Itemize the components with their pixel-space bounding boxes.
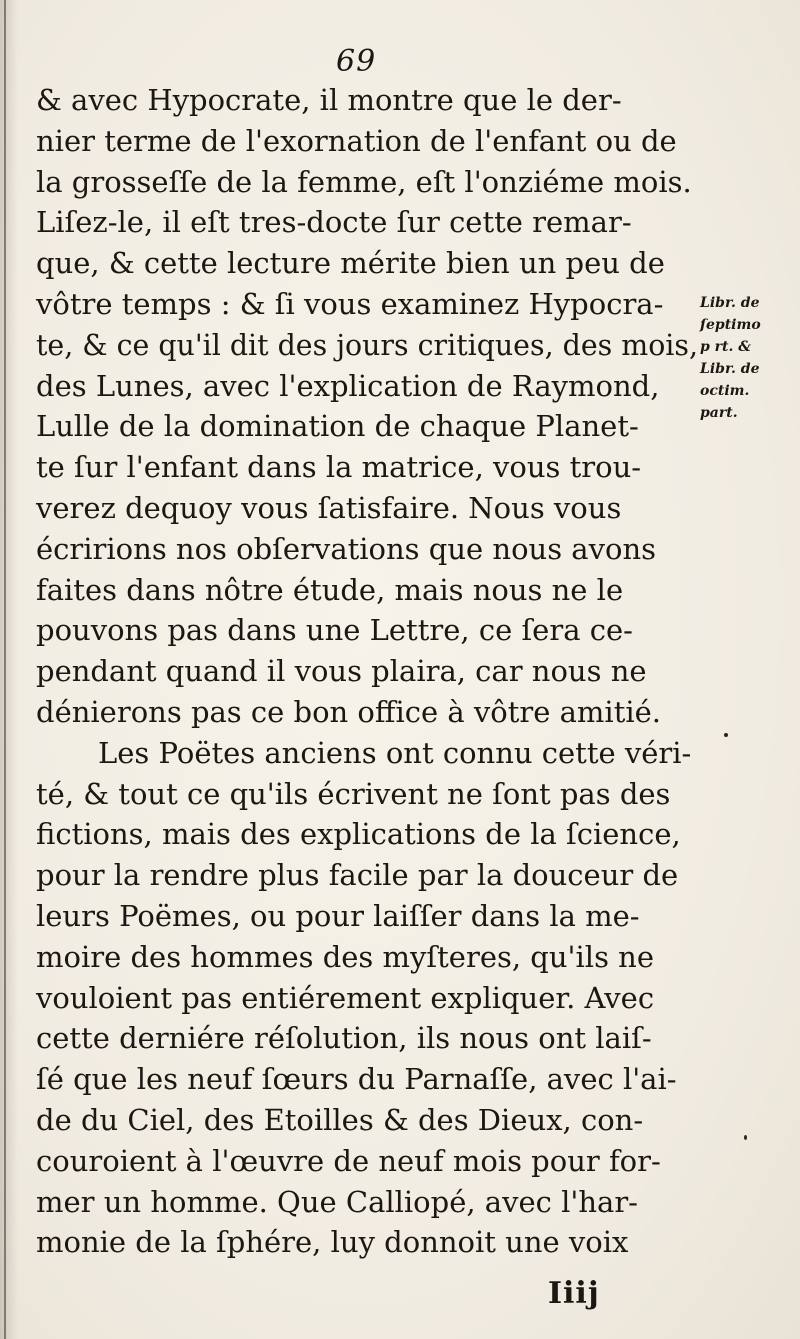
- body-text: [36, 80, 698, 1263]
- text-line: faites dans nôtre étude, mais nous ne le: [36, 572, 624, 607]
- text-line: & avec Hypocrate, il montre que le der-: [36, 83, 622, 117]
- page-edge: [4, 0, 6, 1339]
- gutter-shadow: [0, 0, 18, 1339]
- text-line: cette derniére réſolution, ils nous ont laiſ-: [36, 1021, 652, 1056]
- text-line: leurs Poëmes, ou pour laiſſer dans la me-: [36, 898, 640, 933]
- ink-speck: [744, 1135, 747, 1140]
- text-line: de du Ciel, des Etoilles & des Dieux, con-: [36, 1102, 644, 1137]
- text-line: nier terme de l'exornation de l'enfant ou de: [36, 123, 677, 158]
- ink-speck: [724, 733, 728, 737]
- text-line: des Lunes, avec l'explication de Raymond,: [36, 368, 660, 403]
- text-line: verez dequoy vous ſatisfaire. Nous vous: [36, 490, 622, 525]
- signature-mark: Iiij: [548, 1276, 600, 1311]
- text-line: monie de la ſphére, luy donnoit une voix: [36, 1225, 629, 1260]
- text-line: pouvons pas dans une Lettre, ce ſera ce-: [36, 613, 633, 648]
- text-line: pour la rendre plus facile par la douceur de: [36, 858, 679, 893]
- paragraph-2: [36, 733, 698, 1263]
- text-line: moire des hommes des myſteres, qu'ils ne: [36, 939, 655, 974]
- text-line: Liſez-le, il eſt tres-docte ſur cette remar-: [36, 205, 632, 240]
- text-line: que, & cette lecture mérite bien un peu de: [36, 246, 665, 281]
- text-line: ſé que les neuf ſœurs du Parnaſſe, avec l'ai-: [36, 1062, 677, 1097]
- text-line: la grosseſſe de la femme, eſt l'onziéme mois.: [36, 164, 692, 199]
- text-line: couroient à l'œuvre de neuf mois pour for-: [36, 1143, 661, 1178]
- margin-note: p rt. &: [700, 339, 751, 355]
- text-line: mer un homme. Que Calliopé, avec l'har-: [36, 1184, 638, 1219]
- margin-note: Libr. de: [700, 295, 760, 311]
- margin-notes: [700, 292, 796, 424]
- margin-note: ſeptimo: [700, 317, 761, 333]
- margin-note: octim.: [700, 383, 750, 399]
- text-line: Lulle de la domination de chaque Planet-: [36, 409, 639, 444]
- paragraph-1: [36, 80, 698, 733]
- text-line: Les Poëtes anciens ont connu cette véri-: [98, 735, 692, 770]
- text-line: écririons nos obſervations que nous avons: [36, 531, 657, 566]
- text-line: fictions, mais des explications de la ſcience,: [36, 817, 681, 852]
- text-line: vôtre temps : & ſi vous examinez Hypocra-: [36, 286, 664, 321]
- text-line: té, & tout ce qu'ils écrivent ne ſont pas des: [36, 776, 671, 811]
- text-line: vouloient pas entiérement expliquer. Avec: [36, 980, 655, 1015]
- page-number: 69: [336, 44, 377, 79]
- margin-note: Libr. de: [700, 361, 760, 377]
- text-line: dénierons pas ce bon office à vôtre amitié.: [36, 694, 662, 729]
- text-line: te ſur l'enfant dans la matrice, vous trou-: [36, 450, 642, 485]
- margin-note: part.: [700, 405, 738, 421]
- text-line: pendant quand il vous plaira, car nous ne: [36, 654, 647, 689]
- text-line: te, & ce qu'il dit des jours critiques, des mois,: [36, 327, 699, 362]
